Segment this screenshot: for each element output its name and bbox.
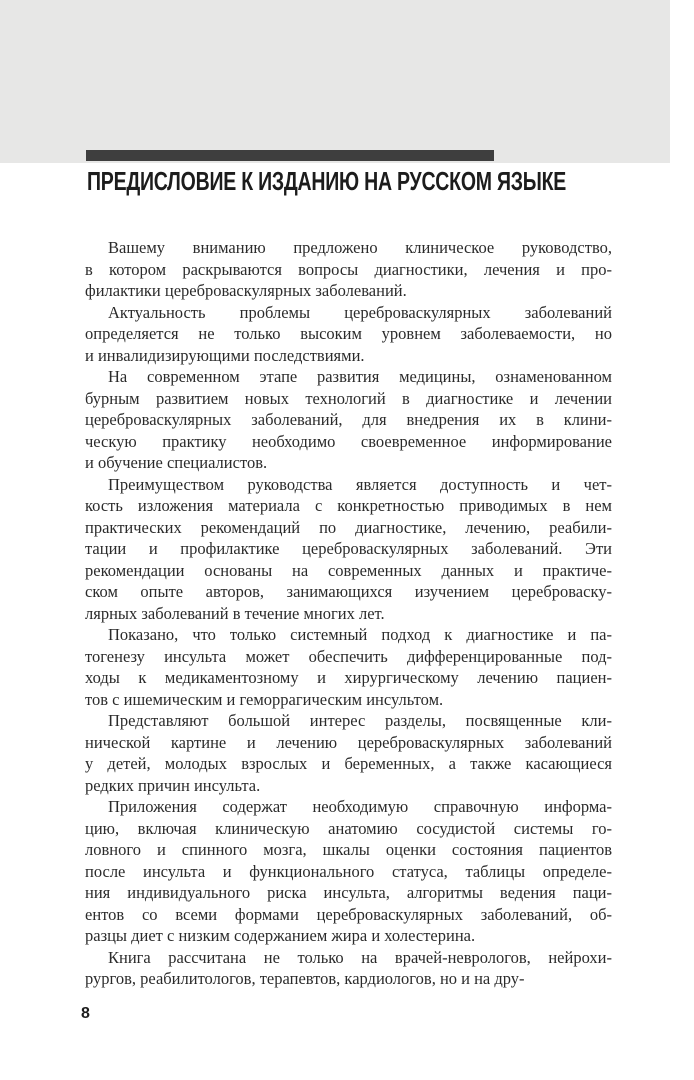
- section-heading: [87, 167, 647, 195]
- text-line: ском опыте авторов, занимающихся изучением цереброваску-: [85, 582, 612, 601]
- paragraph: [85, 710, 612, 796]
- text-line: редких причин инсульта.: [85, 775, 261, 795]
- text-line: и инвалидизирующими последствиями.: [85, 345, 365, 365]
- text-line: тов с ишемическим и геморрагическим инсультом.: [85, 689, 444, 709]
- text-line: Показано, что только системный подход к диагностике и па-: [108, 625, 612, 644]
- section-heading-text: ПРЕДИСЛОВИЕ К ИЗДАНИЮ НА РУССКОМ ЯЗЫКЕ: [87, 166, 567, 196]
- paragraph: [85, 796, 612, 947]
- text-line: филактики цереброваскулярных заболеваний.: [85, 281, 407, 300]
- paragraph: [85, 237, 612, 302]
- text-line: практических рекомендаций по диагностике, лечению, реабили-: [85, 517, 612, 537]
- text-line: ентов со всеми формами цереброваскулярных заболеваний, об-: [85, 904, 612, 924]
- text-line: разцы диет с низким содержанием жира и холестерина.: [85, 926, 476, 945]
- text-line: кость изложения материала с конкретностью приводимых в нем: [85, 496, 612, 515]
- paragraph: [85, 366, 612, 474]
- text-line: нической картине и лечению цереброваскулярных заболеваний: [85, 732, 612, 752]
- section-title-bar: [86, 150, 494, 161]
- text-line: Актуальность проблемы цереброваскулярных заболеваний: [108, 302, 612, 322]
- text-line: рургов, реабилитологов, терапевтов, кардиологов, но и на дру-: [85, 969, 525, 988]
- text-line: тогенезу инсульта может обеспечить дифференцированные под-: [85, 646, 612, 666]
- text-line: ловного и спинного мозга, шкалы оценки состояния пациентов: [85, 840, 612, 859]
- scan-background: [0, 0, 670, 163]
- text-line: Вашему вниманию предложено клиническое руководство,: [108, 238, 612, 257]
- text-line: и обучение специалистов.: [85, 453, 268, 472]
- text-line: после инсульта и функционального статуса, таблицы определе-: [85, 861, 612, 881]
- text-line: бурным развитием новых технологий в диагностике и лечении: [85, 388, 612, 408]
- text-line: ческую практику необходимо своевременное информирование: [85, 431, 612, 451]
- text-line: определяется не только высоким уровнем заболеваемости, но: [85, 324, 612, 343]
- paragraph: [85, 624, 612, 710]
- text-line: Книга рассчитана не только на врачей-неврологов, нейрохи-: [108, 947, 612, 967]
- text-line: На современном этапе развития медицины, ознаменованном: [108, 367, 612, 386]
- paragraph: [85, 302, 612, 367]
- text-line: Представляют большой интерес разделы, посвященные кли-: [108, 711, 612, 730]
- text-line: ния индивидуального риска инсульта, алгоритмы ведения паци-: [85, 883, 612, 902]
- text-line: тации и профилактике цереброваскулярных заболеваний. Эти: [85, 539, 612, 558]
- page-number: 8: [81, 1005, 90, 1022]
- text-line: рекомендации основаны на современных данных и практиче-: [85, 560, 612, 580]
- text-line: цию, включая клиническую анатомию сосудистой системы го-: [85, 818, 612, 838]
- paragraph: [85, 947, 612, 990]
- text-line: в котором раскрываются вопросы диагностики, лечения и про-: [85, 259, 612, 279]
- paragraph: [85, 474, 612, 625]
- text-line: Преимуществом руководства является доступность и чет-: [108, 474, 612, 494]
- text-line: цереброваскулярных заболеваний, для внедрения их в клини-: [85, 410, 612, 429]
- text-line: у детей, молодых взрослых и беременных, а также касающиеся: [85, 754, 612, 773]
- text-line: Приложения содержат необходимую справочную информа-: [108, 797, 612, 816]
- text-line: лярных заболеваний в течение многих лет.: [85, 603, 385, 623]
- body-text-container: [85, 237, 612, 990]
- text-line: ходы к медикаментозному и хирургическому лечению пациен-: [85, 668, 612, 687]
